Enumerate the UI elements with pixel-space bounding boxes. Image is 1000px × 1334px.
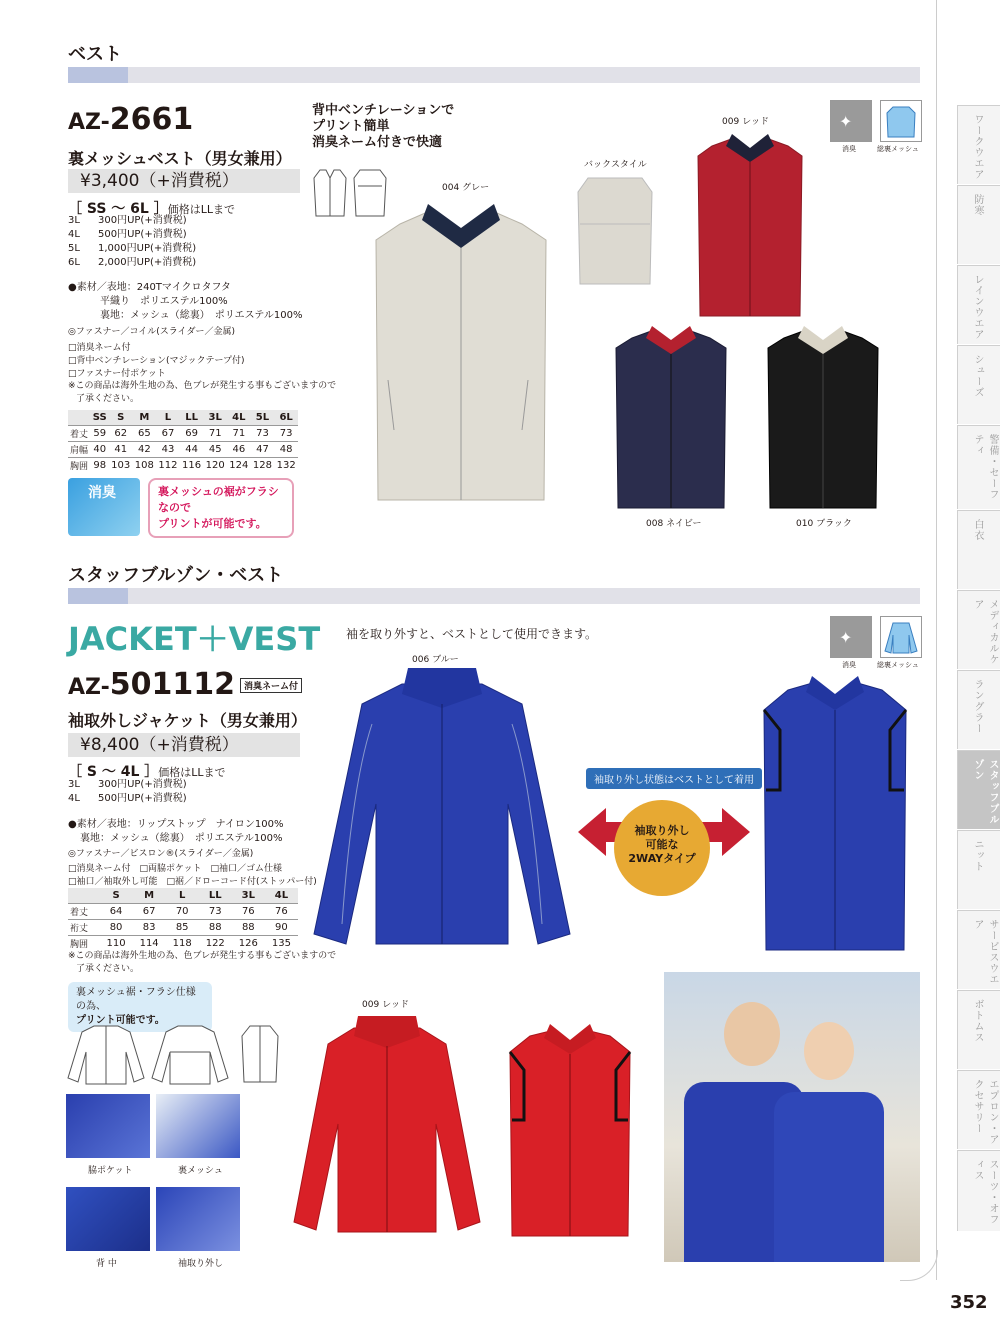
size-table-row [68, 936, 298, 952]
mesh-vest-icon [880, 100, 922, 142]
side-tab-10[interactable] [957, 910, 1000, 989]
upcharge-row [68, 228, 248, 242]
size-header-cell: SS [91, 410, 109, 426]
upcharge-row [68, 792, 248, 806]
size-range: ［ S ～ 4L ］ [68, 764, 159, 780]
size-cell: 132 [274, 458, 298, 474]
size-cell: 70 [166, 904, 199, 920]
size-header-cell: LL [199, 888, 232, 904]
side-tab-label: ボトムス [972, 999, 983, 1043]
size-cell: 67 [156, 426, 180, 442]
badge-text: 消臭 [88, 485, 116, 501]
upcharge-row [68, 214, 248, 228]
size-header-cell [68, 888, 100, 904]
vest-outline-detached [240, 1024, 280, 1084]
material-line: 裏地：メッシュ（総裏） ポリエステル100% [80, 833, 283, 844]
feature-item: □消臭ネーム付 [68, 343, 131, 353]
size-cell: 83 [133, 920, 166, 936]
section2-code-badge: 消臭ネーム付 [240, 678, 302, 693]
vest-red2-photo [506, 1020, 634, 1240]
size-cell: 71 [227, 426, 251, 442]
size-header-cell [68, 410, 91, 426]
color-code: 004 [442, 183, 460, 193]
upcharge-row [68, 256, 248, 270]
notice-line: ※この商品は海外生地の為、色ブレが発生する事もございますので [68, 951, 337, 961]
section2-notice [68, 950, 336, 976]
section2-zipper: ◎ファスナー／ビスロン®(スライダー／金属) [68, 849, 254, 859]
side-tab-label: シューズ [972, 354, 983, 398]
size-cell: 98 [91, 458, 109, 474]
icon-label: 消臭 [842, 145, 856, 153]
section1-feature-callout [312, 103, 454, 151]
side-tab-label: ラングラー [972, 679, 983, 734]
size-cell: 胸囲 [68, 458, 91, 474]
side-tab-label: エプロン・アクセサリー [972, 1079, 998, 1145]
mesh-jacket-icon [880, 616, 922, 658]
side-tab-label: メディカルケア [972, 599, 998, 665]
side-tab-4[interactable] [957, 425, 1000, 509]
side-tab-6[interactable] [957, 590, 1000, 669]
section2-features [68, 863, 317, 889]
back-style-label: バックスタイル [584, 160, 647, 170]
side-tab-label: サービスウエア [972, 919, 998, 985]
feature-line: □袖口／袖取外し可能 □裾／ドローコード付(ストッパー付) [68, 877, 317, 887]
feature-item: □背中ベンチレーション(マジックテープ付) [68, 356, 245, 366]
vest-black-photo [764, 322, 882, 512]
size-cell: 73 [199, 904, 232, 920]
jacket-blue-photo [312, 664, 572, 954]
size-cell: 65 [133, 426, 157, 442]
size-cell: 71 [203, 426, 227, 442]
side-tab-9[interactable] [957, 830, 1000, 909]
code-prefix: AZ- [68, 675, 110, 700]
size-cell: 103 [109, 458, 133, 474]
size-table-header [68, 410, 298, 426]
upcharge-size: 3L [68, 779, 80, 790]
side-tab-11[interactable] [957, 990, 1000, 1069]
section1-material [68, 281, 308, 323]
section1-price: ¥3,400（+消費税） [68, 169, 300, 193]
section1-title: ベスト [68, 44, 122, 65]
size-cell: 118 [166, 936, 199, 952]
upcharge-size: 4L [68, 229, 80, 240]
side-tab-12[interactable] [957, 1070, 1000, 1149]
color-label-009 [722, 114, 769, 127]
vest-grey-photo [368, 200, 554, 510]
page-edge-line [936, 0, 937, 1280]
section1-features [68, 342, 245, 381]
section1-code [68, 102, 193, 137]
models-photo [664, 972, 920, 1262]
color-name: レッド [742, 117, 769, 127]
upcharge-row [68, 778, 248, 792]
detail-caption: 裏メッシュ [178, 1166, 223, 1176]
deodorant-icon [830, 616, 872, 658]
size-cell: 116 [180, 458, 204, 474]
material-line: ●素材／表地：リップストップ ナイロン100% [68, 819, 284, 830]
size-cell: 43 [156, 442, 180, 458]
size-cell: 114 [133, 936, 166, 952]
size-cell: 76 [232, 904, 265, 920]
code-prefix: AZ- [68, 110, 110, 135]
size-cell: 135 [265, 936, 298, 952]
vest-red-photo [694, 130, 806, 320]
icon-label: 消臭 [842, 661, 856, 669]
size-cell: 76 [265, 904, 298, 920]
side-tab-label: スタッフブルゾン [972, 759, 998, 825]
size-cell: 120 [203, 458, 227, 474]
size-cell: 裄丈 [68, 920, 100, 936]
section2-upcharges [68, 778, 248, 806]
size-header-cell: L [156, 410, 180, 426]
section2-bar [68, 588, 920, 604]
section1-zipper: ◎ファスナー／コイル(スライダー／金属) [68, 327, 235, 337]
detail-caption: 脇ポケット [88, 1166, 133, 1176]
mesh-note-line: プリント可能です。 [76, 1015, 165, 1026]
icon-label: 総裏メッシュ [877, 661, 919, 669]
svg-text:✦: ✦ [839, 112, 853, 131]
side-tab-0[interactable] [957, 105, 1000, 184]
circle-line: 可能な [645, 838, 679, 851]
size-cell: 47 [251, 442, 275, 458]
code-number: 501112 [109, 667, 235, 702]
callout-line: プリント簡単 [312, 119, 390, 134]
size-table-row [68, 904, 298, 920]
deodorant-icon [830, 100, 872, 142]
size-cell: 126 [232, 936, 265, 952]
size-header-cell: LL [180, 410, 204, 426]
code-number: 2661 [109, 102, 194, 137]
side-tab-label: スーツ・オフィス [972, 1159, 998, 1225]
size-header-cell: 5L [251, 410, 275, 426]
size-cell: 46 [227, 442, 251, 458]
size-cell: 40 [91, 442, 109, 458]
bubble-line: プリントが可能です。 [158, 517, 267, 530]
color-code: 006 [412, 655, 430, 665]
size-header-cell: S [100, 888, 133, 904]
upcharge-row [68, 242, 248, 256]
size-header-cell: 4L [265, 888, 298, 904]
section1-bubble [148, 478, 294, 538]
size-header-cell: 6L [274, 410, 298, 426]
size-table-header [68, 888, 298, 904]
vest-blue-photo [760, 670, 910, 955]
size-cell: 肩幅 [68, 442, 91, 458]
jacket-red-photo [292, 1014, 482, 1238]
size-cell: 112 [156, 458, 180, 474]
notice-line: 了承ください。 [76, 394, 140, 404]
size-cell: 59 [91, 426, 109, 442]
vest-navy-photo [612, 322, 730, 512]
color-name: ネイビー [666, 519, 702, 529]
upcharge-size: 3L [68, 215, 80, 226]
size-cell: 42 [133, 442, 157, 458]
size-header-cell: 3L [203, 410, 227, 426]
detail-photo-inner-mesh [156, 1094, 240, 1158]
material-line: 平織り ポリエステル100% [100, 296, 228, 307]
size-cell: 73 [274, 426, 298, 442]
size-cell: 着丈 [68, 426, 91, 442]
color-name: グレー [462, 183, 490, 193]
detail-caption: 袖取り外し [178, 1259, 224, 1269]
jacket-outline-back [150, 1022, 230, 1086]
section2-title: スタッフブルゾン・ベスト [68, 565, 284, 586]
upcharge-price: 300円UP(+消費税) [98, 215, 187, 226]
color-code: 010 [796, 519, 814, 529]
size-cell: 44 [180, 442, 204, 458]
upcharge-size: 5L [68, 243, 80, 254]
upcharge-price: 500円UP(+消費税) [98, 229, 187, 240]
svg-text:✦: ✦ [839, 628, 853, 647]
size-cell: 85 [166, 920, 199, 936]
feature-item: □ファスナー付ポケット [68, 369, 166, 379]
size-cell: 128 [251, 458, 275, 474]
side-tab-label: ニット [972, 839, 983, 872]
size-cell: 45 [203, 442, 227, 458]
side-tab-2[interactable] [957, 265, 1000, 344]
jacket-outline-front [66, 1022, 146, 1086]
size-cell: 122 [199, 936, 232, 952]
color-code: 009 [722, 117, 740, 127]
color-label-008 [646, 516, 702, 529]
size-cell: 108 [133, 458, 157, 474]
size-cell: 124 [227, 458, 251, 474]
size-header-cell: 3L [232, 888, 265, 904]
size-table-row [68, 426, 298, 442]
mesh-note-line: 裏メッシュ裾・フラシ仕様の為、 [76, 987, 196, 1012]
size-cell: 67 [133, 904, 166, 920]
size-header-cell: 4L [227, 410, 251, 426]
circle-line: 2WAYタイプ [628, 852, 696, 865]
section2-headline: JACKET＋VEST [68, 620, 321, 658]
section1-badge-image [68, 478, 140, 536]
size-note: 価格はLLまで [167, 203, 235, 216]
detail-photo-back [66, 1187, 150, 1251]
size-cell: 胸囲 [68, 936, 100, 952]
callout-line: 背中ベンチレーションで [312, 103, 455, 118]
size-cell: 48 [274, 442, 298, 458]
side-tab-label: 警備・セーフティ [972, 434, 998, 500]
size-table-row [68, 458, 298, 474]
material-line: ●素材／表地：240Tマイクロタフタ [68, 282, 231, 293]
side-tab-1[interactable] [957, 185, 1000, 264]
color-name: ブラック [816, 519, 852, 529]
side-tab-8[interactable] [957, 750, 1000, 829]
callout-line: 消臭ネーム付きで快適 [312, 135, 443, 150]
circle-line: 袖取り外し [634, 824, 690, 837]
size-header-cell: L [166, 888, 199, 904]
size-table-row [68, 920, 298, 936]
bubble-line: 裏メッシュの裾がフラシなので [158, 485, 279, 514]
detail-photo-side-pocket [66, 1094, 150, 1158]
side-tab-7[interactable] [957, 670, 1000, 749]
color-code: 008 [646, 519, 664, 529]
material-line: 裏地：メッシュ（総裏） ポリエステル100% [100, 310, 303, 321]
color-name: レッド [382, 1000, 409, 1010]
size-cell: 62 [109, 426, 133, 442]
upcharge-price: 300円UP(+消費税) [98, 779, 187, 790]
section2-material [68, 818, 328, 846]
size-cell: 90 [265, 920, 298, 936]
size-cell: 69 [180, 426, 204, 442]
side-tab-label: ワークウエア [972, 114, 983, 180]
upcharge-price: 500円UP(+消費税) [98, 793, 187, 804]
side-tab-5[interactable] [957, 510, 1000, 589]
size-cell: 88 [232, 920, 265, 936]
convertible-note: 袖取り外し状態はベストとして着用 [586, 768, 762, 789]
size-cell: 80 [100, 920, 133, 936]
section2-headline-desc: 袖を取り外すと、ベストとして使用できます。 [346, 627, 598, 641]
color-label-010 [796, 516, 852, 529]
vest-back-photo [574, 176, 656, 286]
icon-label: 総裏メッシュ [877, 145, 919, 153]
upcharge-price: 2,000円UP(+消費税) [98, 257, 197, 268]
upcharge-size: 6L [68, 257, 80, 268]
notice-line: 了承ください。 [76, 964, 140, 974]
section1-notice [68, 380, 336, 406]
page-number: 352 [950, 1292, 988, 1313]
upcharge-size: 4L [68, 793, 80, 804]
section2-product-name: 袖取外しジャケット（男女兼用） [68, 711, 307, 730]
side-tab-3[interactable] [957, 345, 1000, 424]
size-cell: 110 [100, 936, 133, 952]
side-tab-label: レインウエア [972, 274, 983, 340]
size-cell: 73 [251, 426, 275, 442]
feature-line: □消臭ネーム付 □両脇ポケット □袖口／ゴム仕様 [68, 864, 283, 874]
color-code: 009 [362, 1000, 380, 1010]
section1-upcharges [68, 214, 248, 270]
upcharge-price: 1,000円UP(+消費税) [98, 243, 197, 254]
size-header-cell: M [133, 888, 166, 904]
section2-size-table [68, 888, 298, 951]
size-range: ［ SS ～ 6L ］ [68, 201, 168, 217]
size-cell: 着丈 [68, 904, 100, 920]
side-tab-13[interactable] [957, 1150, 1000, 1231]
notice-line: ※この商品は海外生地の為、色ブレが発生する事もございますので [68, 381, 337, 391]
color-label-004 [442, 180, 489, 193]
color-name: ブルー [432, 655, 459, 665]
side-tab-label: 防寒 [972, 194, 983, 216]
size-cell: 64 [100, 904, 133, 920]
size-table-row [68, 442, 298, 458]
detail-photo-detachable-sleeve [156, 1187, 240, 1251]
color-label-009-jacket [362, 997, 409, 1010]
section1-product-name: 裏メッシュベスト（男女兼用） [68, 149, 292, 168]
section2-code [68, 667, 235, 702]
section1-size-table [68, 410, 298, 473]
vest-outline-front [312, 168, 348, 218]
size-header-cell: M [133, 410, 157, 426]
two-way-circle [614, 800, 710, 896]
size-cell: 88 [199, 920, 232, 936]
section1-bar [68, 67, 920, 83]
size-note: 価格はLLまで [158, 766, 226, 779]
side-tab-label: 白衣 [972, 519, 983, 541]
detail-caption: 背 中 [96, 1259, 117, 1269]
size-cell: 41 [109, 442, 133, 458]
size-header-cell: S [109, 410, 133, 426]
section2-price: ¥8,400（+消費税） [68, 733, 300, 757]
